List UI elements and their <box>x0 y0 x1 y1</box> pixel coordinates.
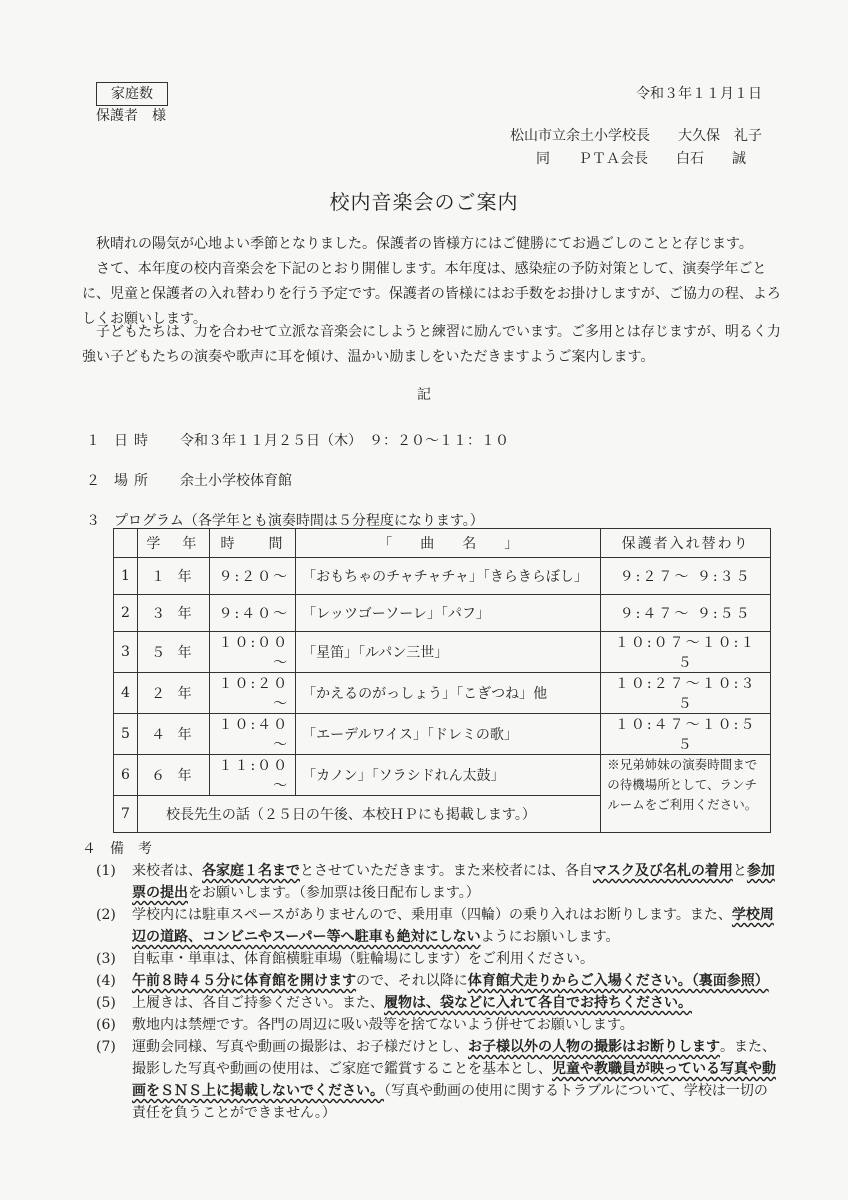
item-label: 日時 <box>114 433 154 449</box>
row-no: 3 <box>114 632 138 673</box>
header-grade: 学 年 <box>137 529 209 558</box>
row-swap: １０:０７～１０:１５ <box>601 632 771 673</box>
row-grade: １ 年 <box>137 558 209 595</box>
row-time: １１:００～ <box>209 755 295 796</box>
table-row <box>114 714 771 755</box>
remark-number: (5) <box>96 995 116 1011</box>
remark-7 <box>96 1036 780 1124</box>
table-row <box>114 558 771 595</box>
row-time: １０:４０～ <box>209 714 295 755</box>
row-songs: 「カノン」「ソラシドれん太鼓」 <box>296 755 601 796</box>
issue-date: 令和３年１１月１日 <box>636 86 762 102</box>
row-no: 4 <box>114 673 138 714</box>
row-swap: １０:４７～１０:５５ <box>601 714 771 755</box>
item-label: 場所 <box>114 473 154 489</box>
item-value: 余土小学校体育館 <box>180 473 292 489</box>
remarks-heading: ４ 備 考 <box>82 841 152 857</box>
sender-pta: 同 ＰＴＡ会長 白石 誠 <box>536 151 746 167</box>
row-time: １０:００～ <box>209 632 295 673</box>
remark-text: 敷地内は禁煙です。各門の周辺に吸い殻等を捨てないよう併せてお願いします。 <box>132 1017 634 1033</box>
row-time: ９:４０～ <box>209 595 295 632</box>
row-no: 1 <box>114 558 138 595</box>
remark-number: (4) <box>96 973 116 989</box>
table-row <box>114 755 771 796</box>
row-no: 6 <box>114 755 138 796</box>
paragraph-1: 秋晴れの陽気が心地よい季節となりました。保護者の皆様方にはご健勝にてお過ごしのことと存じます。 <box>96 236 753 252</box>
row-no: 5 <box>114 714 138 755</box>
remark-text: 来校者は、各家庭１名までとさせていただきます。また来校者には、各自マスク及び名札の着用と参加票の提出をお願いします。（参加票は後日配布します。） <box>132 863 775 901</box>
program-table <box>113 528 771 833</box>
remark-2 <box>96 904 780 948</box>
row-grade: ２ 年 <box>137 673 209 714</box>
addressee: 保護者 様 <box>96 108 166 124</box>
remark-text: 自転車・単車は、体育館横駐車場（駐輪場にします）をご利用ください。 <box>132 951 594 967</box>
row-no: 7 <box>114 796 138 833</box>
remark-number: (7) <box>96 1039 116 1055</box>
remark-6 <box>96 1014 780 1036</box>
remark-number: (1) <box>96 863 116 879</box>
row-grade: ５ 年 <box>137 632 209 673</box>
item-program <box>86 510 484 530</box>
remark-3 <box>96 948 780 970</box>
item-number: ３ <box>86 513 100 529</box>
sender-principal: 松山市立余土小学校長 大久保 礼子 <box>510 128 762 144</box>
remark-text: 運動会同様、写真や動画の撮影は、お子様だけとし、お子様以外の人物の撮影はお断りします。また、撮影した写真や動画の使用は、ご家庭で鑑賞することを基本とし、児童や教職員が映っている写真や動画をＳＮＳ上に掲載しないでください。（写真や動画の使用に関するトラブルについて、学校は一切の責任を負うことができません。） <box>132 1039 776 1121</box>
waiting-area-note: ※兄弟姉妹の演奏時間までの待機場所として、ランチルームをご利用ください。 <box>601 755 771 833</box>
item-place <box>86 470 292 490</box>
row-songs: 「レッツゴーソーレ」「パフ」 <box>296 595 601 632</box>
remark-text: 上履きは、各自ご持参ください。また、履物は、袋などに入れて各自でお持ちください。 <box>132 995 692 1011</box>
row-no: 2 <box>114 595 138 632</box>
row-grade: ３ 年 <box>137 595 209 632</box>
header-swap: 保護者入れ替わり <box>601 529 771 558</box>
household-count-box: 家庭数 <box>96 82 168 106</box>
remark-number: (2) <box>96 907 116 923</box>
item-value: 令和３年１１月２５日（木） ９：２０～１１：１０ <box>180 433 509 449</box>
item-label: プログラム（各学年とも演奏時間は５分程度になります。） <box>114 513 484 529</box>
page-title: 校内音楽会のご案内 <box>329 190 519 214</box>
remark-4 <box>96 970 780 992</box>
row-swap: ９:４７～ ９:５５ <box>601 595 771 632</box>
item-date-time <box>86 430 509 450</box>
row-grade: ４ 年 <box>137 714 209 755</box>
table-header-row <box>114 529 771 558</box>
remark-5 <box>96 992 780 1014</box>
remark-1 <box>96 860 780 904</box>
row-songs: 「エーデルワイス」「ドレミの歌」 <box>296 714 601 755</box>
remark-number: (6) <box>96 1017 116 1033</box>
row-time: ９:２０～ <box>209 558 295 595</box>
remark-text: 午前８時４５分に体育館を開けますので、それ以降に体育館犬走りからご入場ください。（裏面参照） <box>132 973 769 989</box>
header-songs: 「 曲 名 」 <box>296 529 601 558</box>
header-time: 時 間 <box>209 529 295 558</box>
principal-talk: 校長先生の話（２５日の午後、本校ＨＰにも掲載します。） <box>137 796 600 833</box>
item-number: ２ <box>86 473 100 489</box>
remark-number: (3) <box>96 951 116 967</box>
table-row <box>114 673 771 714</box>
row-songs: 「おもちゃのチャチャチャ」「きらきらぼし」 <box>296 558 601 595</box>
item-number: １ <box>86 433 100 449</box>
table-row <box>114 595 771 632</box>
table-row <box>114 632 771 673</box>
row-swap: １０:２７～１０:３５ <box>601 673 771 714</box>
ki-heading: 記 <box>417 387 431 403</box>
remark-text: 学校内には駐車スペースがありませんので、乗用車（四輪）の乗り入れはお断りします。また、学校周辺の道路、コンビニやスーパー等へ駐車も絶対にしないようにお願いします。 <box>132 907 774 945</box>
paragraph-3: 子どもたちは、力を合わせて立派な音楽会にしようと練習に励んでいます。ご多用とは存じますが、明るく力強い子どもたちの演奏や歌声に耳を傾け、温かい励ましをいただきますようご案内します。 <box>82 324 781 365</box>
header-no <box>114 529 138 558</box>
row-grade: ６ 年 <box>137 755 209 796</box>
row-time: １０:２０～ <box>209 673 295 714</box>
row-songs: 「星笛」「ルパン三世」 <box>296 632 601 673</box>
paragraph-2: さて、本年度の校内音楽会を下記のとおり開催します。本年度は、感染症の予防対策として、演奏学年ごとに、児童と保護者の入れ替わりを行う予定です。保護者の皆様にはお手数をお掛けしますが、ご協力の程、よろしくお願いします。 <box>82 261 781 327</box>
row-swap: ９:２７～ ９:３５ <box>601 558 771 595</box>
row-songs: 「かえるのがっしょう」「こぎつね」他 <box>296 673 601 714</box>
